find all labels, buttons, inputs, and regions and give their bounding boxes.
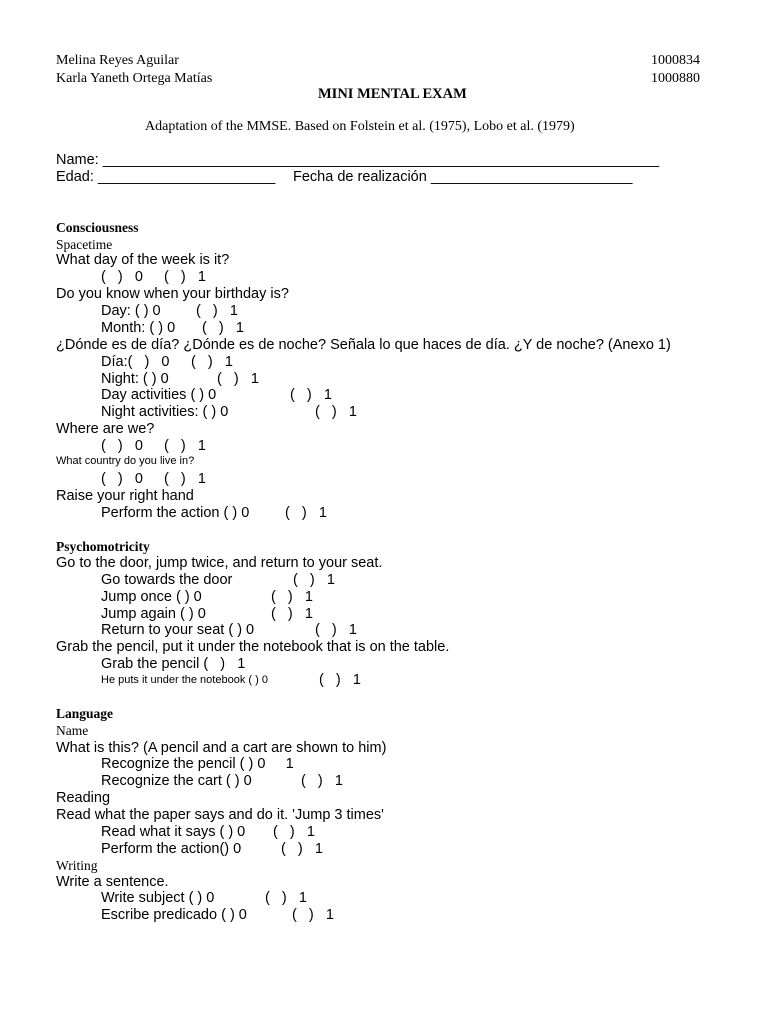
option-1: ( ) 1 (273, 824, 315, 840)
question: What country do you live in? (56, 455, 195, 467)
question: What is this? (A pencil and a cart are shown to him) (56, 740, 387, 756)
question: Do you know when your birthday is? (56, 286, 289, 302)
question: Where are we? (56, 421, 155, 437)
item: He puts it under the notebook ( ) 0 (101, 674, 268, 686)
item: Go towards the door (101, 572, 233, 588)
item: Day activities ( ) 0 (101, 387, 217, 403)
option-1: ( ) 1 (164, 471, 206, 487)
item: Jump once ( ) 0 (101, 589, 202, 605)
question: ¿Dónde es de día? ¿Dónde es de noche? Señala lo que haces de día. ¿Y de noche? (Anexo 1) (56, 337, 671, 353)
item: Día:( ) 0 (101, 354, 170, 370)
option-1: ( ) 1 (281, 841, 323, 857)
author-2-id: 1000880 (651, 71, 700, 86)
name-field: Name: _____________________________________________________________________ (56, 152, 660, 168)
subsection-writing: Writing (56, 858, 98, 873)
option-0: ( ) 0 (101, 438, 143, 454)
question: Raise your right hand (56, 488, 194, 504)
option-1: ( ) 1 (271, 589, 313, 605)
author-1-id: 1000834 (651, 53, 700, 68)
section-consciousness: Consciousness (56, 220, 139, 235)
option-1: ( ) 1 (271, 606, 313, 622)
option-1: ( ) 1 (285, 505, 327, 521)
page-subtitle: Adaptation of the MMSE. Based on Folstein et al. (1975), Lobo et al. (1979) (145, 119, 575, 134)
item: Perform the action() 0 (101, 841, 242, 857)
edad-field: Edad: ______________________ (56, 169, 276, 185)
section-psychomotricity: Psychomotricity (56, 539, 150, 554)
option-1: ( ) 1 (290, 387, 332, 403)
fecha-field: Fecha de realización _________________________ (293, 169, 633, 185)
option-1: ( ) 1 (202, 320, 244, 336)
item: Day: ( ) 0 (101, 303, 161, 319)
item: Return to your seat ( ) 0 (101, 622, 255, 638)
item: Read what it says ( ) 0 (101, 824, 246, 840)
option-0: ( ) 0 (101, 269, 143, 285)
item: Write subject ( ) 0 (101, 890, 215, 906)
option-1: ( ) 1 (164, 269, 206, 285)
option-1: ( ) 1 (293, 572, 335, 588)
option-1: ( ) 1 (191, 354, 233, 370)
question: What day of the week is it? (56, 252, 230, 268)
option-1: ( ) 1 (196, 303, 238, 319)
author-1: Melina Reyes Aguilar (56, 53, 179, 68)
subsection-name: Name (56, 723, 89, 738)
item: Perform the action ( ) 0 (101, 505, 250, 521)
item: Month: ( ) 0 (101, 320, 176, 336)
option-1: ( ) 1 (315, 404, 357, 420)
section-language: Language (56, 706, 114, 721)
item: Recognize the cart ( ) 0 (101, 773, 252, 789)
item: Jump again ( ) 0 (101, 606, 206, 622)
page-title: MINI MENTAL EXAM (318, 86, 467, 102)
option-1: ( ) 1 (315, 622, 357, 638)
question: Go to the door, jump twice, and return to your seat. (56, 555, 383, 571)
item: Recognize the pencil ( ) 0 1 (101, 756, 294, 772)
question: Write a sentence. (56, 874, 169, 890)
option-1: ( ) 1 (164, 438, 206, 454)
subsection-spacetime: Spacetime (56, 237, 113, 252)
option-1: ( ) 1 (319, 672, 361, 688)
option-1: ( ) 1 (301, 773, 343, 789)
item: Escribe predicado ( ) 0 (101, 907, 247, 923)
item: Night activities: ( ) 0 (101, 404, 229, 420)
item: Grab the pencil ( ) 1 (101, 656, 246, 672)
subsection-reading: Reading (56, 790, 111, 806)
question: Read what the paper says and do it. 'Jump 3 times' (56, 807, 384, 823)
option-0: ( ) 0 (101, 471, 143, 487)
question: Grab the pencil, put it under the notebook that is on the table. (56, 639, 450, 655)
author-2: Karla Yaneth Ortega Matías (56, 71, 213, 86)
option-1: ( ) 1 (292, 907, 334, 923)
option-1: ( ) 1 (265, 890, 307, 906)
option-1: ( ) 1 (217, 371, 259, 387)
item: Night: ( ) 0 (101, 371, 169, 387)
